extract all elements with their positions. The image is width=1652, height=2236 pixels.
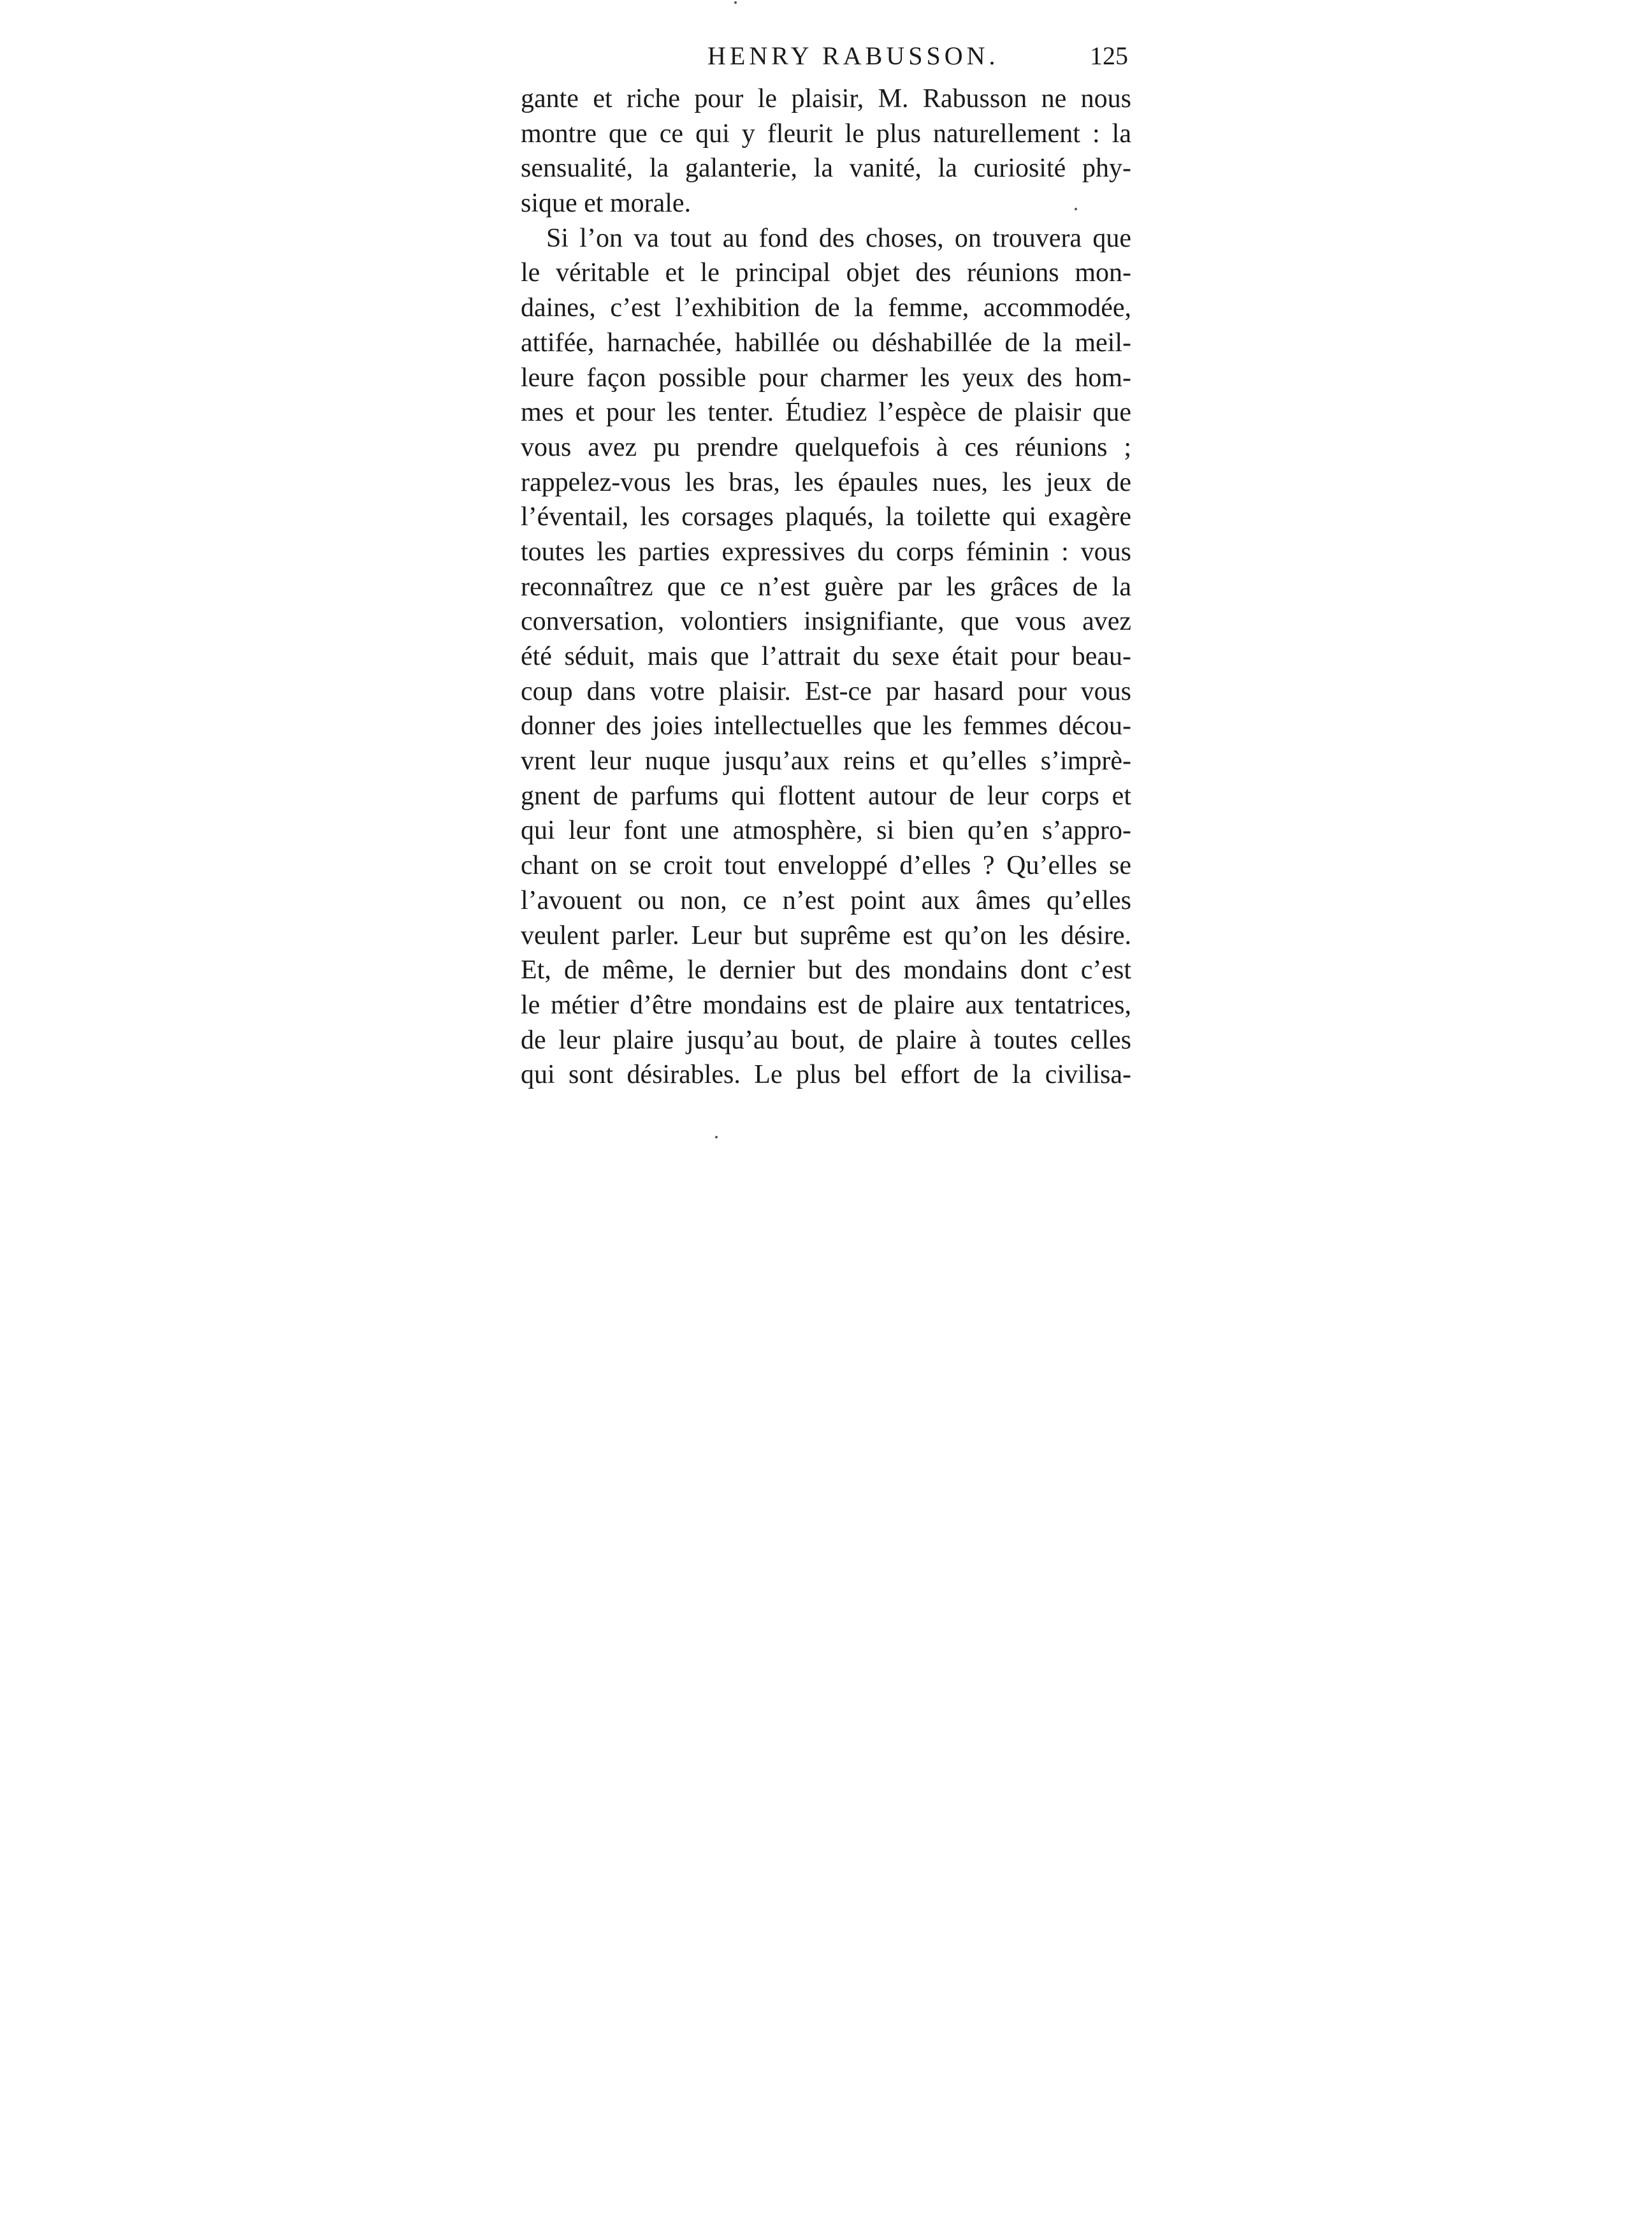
text-line: qui leur font une atmosphère, si bien qu’en s’appro- <box>521 816 1131 846</box>
text-line: qui sont désirables. Le plus bel effort de la civilisa- <box>521 1060 1131 1090</box>
text-line: daines, c’est l’exhibition de la femme, accommodée, <box>521 293 1131 323</box>
text-line: veulent parler. Leur but suprême est qu’on les désire. <box>521 920 1131 950</box>
text-line: vrent leur nuque jusqu’aux reins et qu’elles s’imprè- <box>521 746 1131 776</box>
text-line: le véritable et le principal objet des réunions mon- <box>521 258 1131 288</box>
text-line: sensualité, la galanterie, la vanité, la curiosité phy- <box>521 154 1131 184</box>
text-line: coup dans votre plaisir. Est-ce par hasard pour vous <box>521 676 1131 706</box>
text-line: toutes les parties expressives du corps féminin : vous <box>521 537 1131 567</box>
scan-speck <box>1075 208 1077 210</box>
text-line: chant on se croit tout enveloppé d’elles ? Qu’elles se <box>521 851 1131 881</box>
text-line: Si l’on va tout au fond des choses, on trouvera que <box>546 223 1131 253</box>
text-line: l’éventail, les corsages plaqués, la toilette qui exagère <box>521 502 1131 532</box>
body-text <box>521 82 1131 1093</box>
page-number: 125 <box>1090 41 1128 70</box>
text-line: leure façon possible pour charmer les yeux des hom- <box>521 363 1131 393</box>
text-line: rappelez-vous les bras, les épaules nues, les jeux de <box>521 467 1131 497</box>
running-head-title: HENRY RABUSSON. <box>707 41 999 70</box>
text-line: donner des joies intellectuelles que les femmes décou- <box>521 711 1131 741</box>
scan-speck <box>715 1136 718 1138</box>
text-line: mes et pour les tenter. Étudiez l’espèce de plaisir que <box>521 398 1131 428</box>
text-line: montre que ce qui y fleurit le plus naturellement : la <box>521 119 1131 149</box>
text-line: reconnaîtrez que ce n’est guère par les grâces de la <box>521 572 1131 602</box>
running-head <box>523 37 1128 75</box>
scan-speck <box>734 1 737 4</box>
text-line: attifée, harnachée, habillée ou déshabillée de la meil- <box>521 328 1131 358</box>
text-line: gnent de parfums qui flottent autour de leur corps et <box>521 781 1131 811</box>
text-line: sique et morale. <box>521 189 692 219</box>
text-line: Et, de même, le dernier but des mondains dont c’est <box>521 955 1131 985</box>
text-line: gante et riche pour le plaisir, M. Rabusson ne nous <box>521 84 1131 113</box>
text-line: vous avez pu prendre quelquefois à ces réunions ; <box>521 432 1131 462</box>
text-line: l’avouent ou non, ce n’est point aux âmes qu’elles <box>521 885 1131 915</box>
text-line: conversation, volontiers insignifiante, que vous avez <box>521 607 1131 637</box>
text-line: le métier d’être mondains est de plaire aux tentatrices, <box>521 990 1131 1020</box>
text-line: été séduit, mais que l’attrait du sexe était pour beau- <box>521 642 1131 671</box>
text-line: de leur plaire jusqu’au bout, de plaire à toutes celles <box>521 1025 1131 1055</box>
